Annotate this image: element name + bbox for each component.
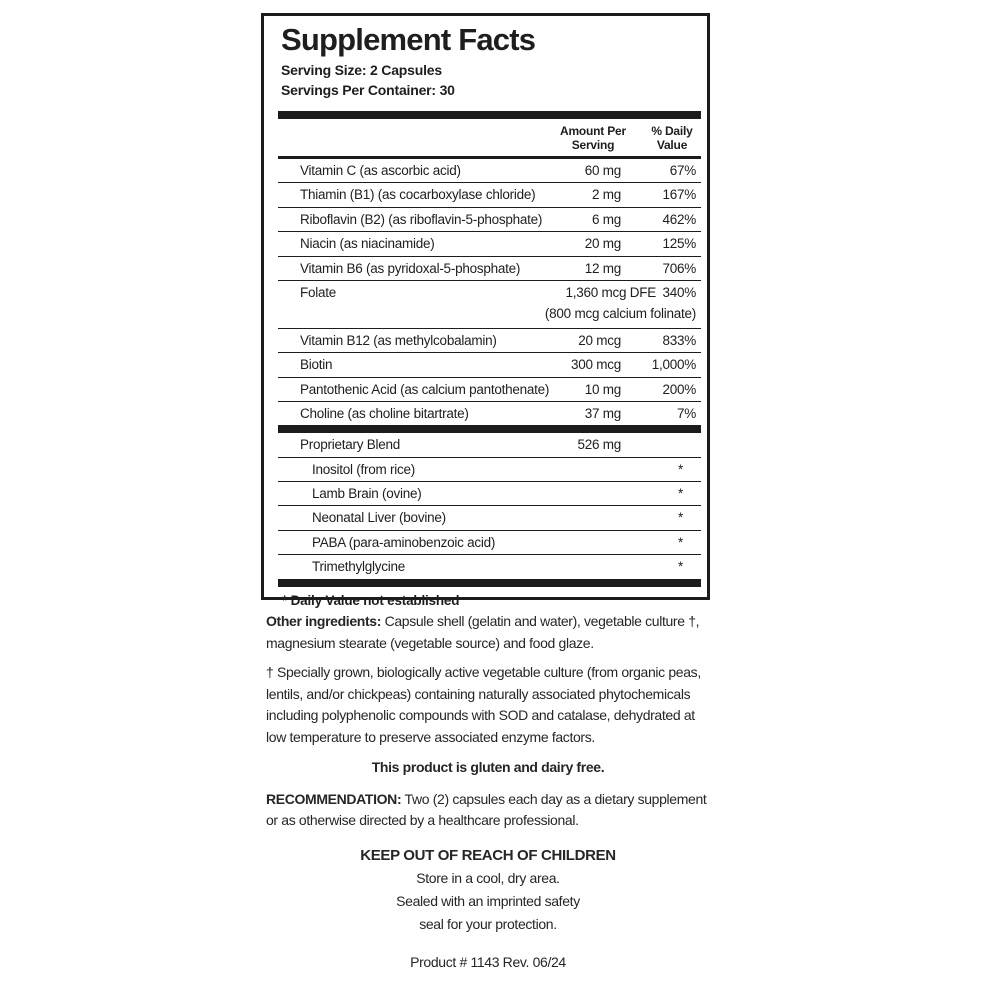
nutrient-name: Biotin <box>300 357 333 373</box>
nutrient-daily-value: * <box>677 510 683 526</box>
panel-title: Supplement Facts <box>281 22 536 57</box>
nutrient-name: Trimethylglycine <box>312 559 406 575</box>
dv-header-line2: Value <box>656 138 688 152</box>
nutrient-row <box>278 457 701 481</box>
nutrient-amount: 526 mg <box>577 437 621 453</box>
nutrient-name: Thiamin (B1) (as cocarboxylase chloride) <box>300 187 536 203</box>
recommendation-paragraph <box>266 789 710 832</box>
storage-instructions <box>266 867 710 935</box>
nutrient-daily-value: * <box>677 559 683 575</box>
keep-out-of-reach-warning: KEEP OUT OF REACH OF CHILDREN <box>360 846 616 864</box>
nutrient-name: Vitamin C (as ascorbic acid) <box>300 163 461 178</box>
proprietary-blend-section <box>278 433 701 578</box>
recommendation-label: RECOMMENDATION: <box>266 790 402 807</box>
column-headers <box>278 119 701 156</box>
nutrient-name: Proprietary Blend <box>300 437 401 453</box>
nutrient-row <box>278 159 701 182</box>
amount-per-serving-header <box>553 124 633 152</box>
nutrient-name: Vitamin B6 (as pyridoxal-5-phosphate) <box>300 260 521 276</box>
supplement-facts-panel <box>261 13 710 608</box>
nutrient-name: Folate <box>300 284 337 300</box>
nutrient-amount: 2 mg <box>591 187 621 203</box>
nutrient-daily-value: 462% <box>662 211 696 227</box>
nutrient-subline: (800 mcg calcium folinate) <box>544 306 696 322</box>
storage-line: Store in a cool, dry area. <box>416 870 560 886</box>
vitamin-rows-section <box>278 159 701 425</box>
nutrient-amount: 6 mg <box>591 211 621 227</box>
daily-value-footnote: * Daily Value not established <box>282 592 460 608</box>
servings-per-container-line: Servings Per Container: 30 <box>281 82 455 98</box>
nutrient-daily-value: 706% <box>662 260 696 276</box>
nutrient-name: Pantothenic Acid (as calcium pantothenate) <box>300 381 550 397</box>
nutrient-daily-value: 125% <box>662 236 696 252</box>
nutrient-row <box>278 505 701 529</box>
nutrient-row <box>278 256 701 280</box>
nutrient-row <box>278 401 701 425</box>
gluten-dairy-free-statement: This product is gluten and dairy free. <box>371 759 605 775</box>
nutrient-row <box>278 231 701 255</box>
nutrient-row <box>278 280 701 328</box>
percent-daily-value-header <box>643 124 701 152</box>
nutrient-daily-value: * <box>677 534 683 550</box>
nutrient-daily-value: * <box>677 461 683 477</box>
thick-divider-bar <box>278 579 701 587</box>
nutrient-row <box>278 530 701 554</box>
nutrient-daily-value: 7% <box>676 405 696 421</box>
nutrient-row <box>278 352 701 376</box>
nutrient-name: Niacin (as niacinamide) <box>300 236 435 252</box>
nutrient-daily-value: 200% <box>662 381 696 397</box>
nutrient-daily-value: 833% <box>662 332 696 348</box>
amount-header-line1: Amount Per <box>559 124 626 138</box>
nutrient-daily-value: * <box>677 486 683 502</box>
dv-header-line1: % Daily <box>651 124 693 138</box>
nutrient-row <box>278 481 701 505</box>
other-ingredients-label: Other ingredients: <box>266 613 382 629</box>
nutrient-amount: 1,360 mcg DFE <box>565 284 656 300</box>
nutrient-name: Neonatal Liver (bovine) <box>312 510 446 526</box>
nutrient-daily-value: 340% <box>662 284 696 300</box>
dagger-note-paragraph: † Specially grown, biologically active vegetable culture (from organic peas, lentils, and/or chickpeas) containing naturally associated phytochemicals including polyphenolic compounds with SOD and catalase, dehydrated at low temperature to preserve associated enzyme factors. <box>266 664 701 745</box>
nutrient-name: Riboflavin (B2) (as riboflavin-5-phosphate) <box>300 211 543 227</box>
product-number-line: Product # 1143 Rev. 06/24 <box>410 954 566 971</box>
nutrient-amount: 20 mcg <box>578 332 621 348</box>
other-ingredients-text: Capsule shell (gelatin and water), vegetable culture †, magnesium stearate (vegetable source) and food glaze. <box>266 613 700 651</box>
thick-divider-bar <box>278 111 701 119</box>
nutrient-row <box>278 182 701 206</box>
nutrient-amount: 37 mg <box>584 405 621 421</box>
recommendation-text: Two (2) capsules each day as a dietary supplement or as otherwise directed by a healthcare professional. <box>266 790 707 828</box>
nutrient-name: Inositol (from rice) <box>312 461 416 477</box>
nutrient-amount: 12 mg <box>584 260 621 276</box>
nutrient-name: Lamb Brain (ovine) <box>312 486 422 502</box>
nutrient-amount: 300 mcg <box>570 357 621 373</box>
nutrient-row <box>278 433 701 456</box>
nutrient-amount: 10 mg <box>584 381 621 397</box>
nutrient-row <box>278 328 701 352</box>
other-ingredients-paragraph <box>266 611 710 654</box>
nutrient-amount: 60 mg <box>584 163 621 178</box>
amount-header-line2: Serving <box>571 138 615 152</box>
thick-divider-bar <box>278 425 701 433</box>
storage-line: seal for your protection. <box>419 915 557 932</box>
nutrient-name: PABA (para-aminobenzoic acid) <box>312 534 496 550</box>
nutrient-daily-value: 1,000% <box>651 357 696 373</box>
nutrient-name: Vitamin B12 (as methylcobalamin) <box>300 332 497 348</box>
nutrient-name: Choline (as choline bitartrate) <box>300 405 469 421</box>
nutrient-daily-value: 67% <box>669 163 696 178</box>
nutrient-row <box>278 554 701 578</box>
storage-line: Sealed with an imprinted safety <box>396 892 580 909</box>
serving-size-line: Serving Size: 2 Capsules <box>281 62 442 78</box>
nutrient-row <box>278 377 701 401</box>
nutrient-amount: 20 mg <box>584 236 621 252</box>
supplemental-info-block <box>266 611 710 974</box>
nutrient-row <box>278 207 701 231</box>
nutrient-daily-value: 167% <box>662 187 696 203</box>
